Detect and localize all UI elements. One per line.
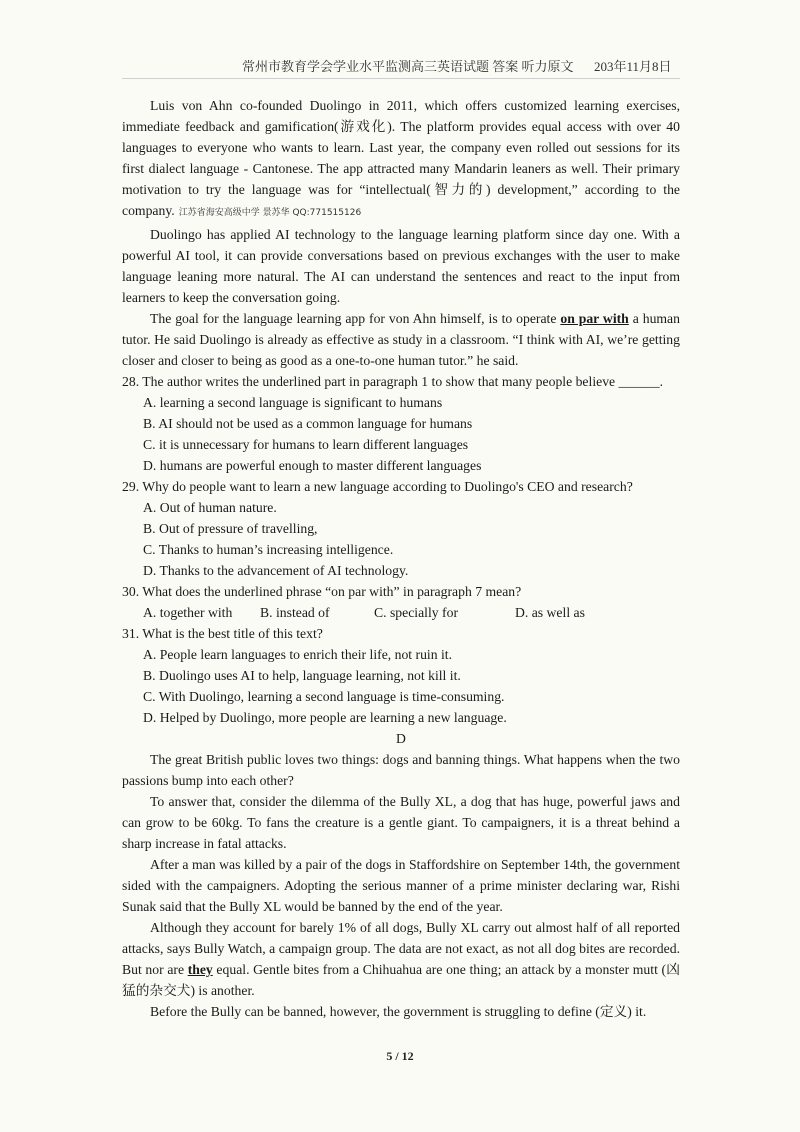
passage-d-paragraph-4: Although they account for barely 1% of all dogs, Bully XL carry out almost half of all reported attacks, says Bully Watch, a campaign group. The data are not exact, as not all dog bites are recorded. But nor are they equal. Gentle bites from a Chihuahua are one thing; an attack by a monster mutt (凶猛的杂交犬) is another. <box>122 920 680 998</box>
passage-c-paragraph-3: The goal for the language learning app for von Ahn himself, is to operate on par with a human tutor. He said Duolingo is already as effective as study in a classroom. “I think with AI, we’re getting closer and closer to being as good as a one-to-one human tutor.” he said. <box>122 311 680 368</box>
option-b: B. instead of <box>260 605 330 620</box>
option-c: C. it is unnecessary for humans to learn different languages <box>143 437 469 452</box>
options-row <box>143 602 680 623</box>
passage-c-paragraph-1: Luis von Ahn co-founded Duolingo in 2011, which offers customized learning exercises, immediate feedback and gamification(游戏化). The platform provides equal access with over 40 languages to everyone who wants to learn. Last year, the company even rolled out sessions for its first dialect language - Cantonese. The app attracted many Mandarin leaners as well. Their primary motivation to try the language was for “intellectual(智力的) development,” according to the company. 江苏省海安高级中学 景苏华 QQ:771515126 <box>122 98 680 218</box>
page-content <box>122 95 680 1022</box>
option-d: D. humans are powerful enough to master different languages <box>143 458 482 473</box>
option-d: D. Helped by Duolingo, more people are learning a new language. <box>143 710 507 725</box>
passage-d-paragraph-5: Before the Bully can be banned, however, the government is struggling to define (定义) it. <box>150 1004 647 1019</box>
underlined-phrase: on par with <box>560 311 629 326</box>
option-c: C. With Duolingo, learning a second language is time-consuming. <box>143 689 505 704</box>
header-divider <box>122 78 680 79</box>
passage-d-paragraph-3: After a man was killed by a pair of the dogs in Staffordshire on September 14th, the government sided with the campaigners. Adopting the serious manner of a prime minister declaring war, Rishi Sunak said that the Bully XL would be banned by the end of the year. <box>122 857 680 914</box>
question-28 <box>122 371 680 476</box>
underlined-word: they <box>187 962 213 977</box>
option-b: B. Out of pressure of travelling, <box>143 521 318 536</box>
header-title: 常州市教育学会学业水平监测高三英语试题 答案 听力原文 <box>242 59 574 74</box>
option-d: D. as well as <box>515 605 585 620</box>
question-stem: 29. Why do people want to learn a new language according to Duolingo's CEO and research? <box>122 479 633 494</box>
option-b: B. AI should not be used as a common language for humans <box>143 416 473 431</box>
passage-d-paragraph-1: The great British public loves two things: dogs and banning things. What happens when the two passions bump into each other? <box>122 752 680 788</box>
option-c: C. specially for <box>374 605 459 620</box>
question-30 <box>122 581 680 623</box>
question-stem: 30. What does the underlined phrase “on par with” in paragraph 7 mean? <box>122 584 522 599</box>
option-a: A. together with <box>143 605 233 620</box>
option-a: A. learning a second language is significant to humans <box>143 395 443 410</box>
passage-c-paragraph-2: Duolingo has applied AI technology to the language learning platform since day one. With a powerful AI tool, it can provide conversations based on previous exchanges with the user to make language leaning more natural. The AI can understand the sentences and react to the input from learners to keep the conversation going. <box>122 227 680 305</box>
option-d: D. Thanks to the advancement of AI technology. <box>143 563 409 578</box>
section-heading-d: D <box>396 731 406 746</box>
author-note: 江苏省海安高级中学 景苏华 QQ:771515126 <box>178 208 362 218</box>
page-number: 5 / 12 <box>386 1049 414 1063</box>
question-stem: 31. What is the best title of this text? <box>122 626 323 641</box>
option-b: B. Duolingo uses AI to help, language learning, not kill it. <box>143 668 461 683</box>
question-31 <box>122 623 680 728</box>
question-29 <box>122 476 680 581</box>
header-date: 203年11月8日 <box>594 59 672 74</box>
option-a: A. People learn languages to enrich their life, not ruin it. <box>143 647 453 662</box>
option-c: C. Thanks to human’s increasing intelligence. <box>143 542 394 557</box>
question-stem: 28. The author writes the underlined part in paragraph 1 to show that many people believe ______. <box>122 374 664 389</box>
option-a: A. Out of human nature. <box>143 500 277 515</box>
passage-d-paragraph-2: To answer that, consider the dilemma of the Bully XL, a dog that has huge, powerful jaws and can grow to be 60kg. To fans the creature is a gentle giant. To campaigners, it is a threat behind a sharp increase in fatal attacks. <box>122 794 680 851</box>
